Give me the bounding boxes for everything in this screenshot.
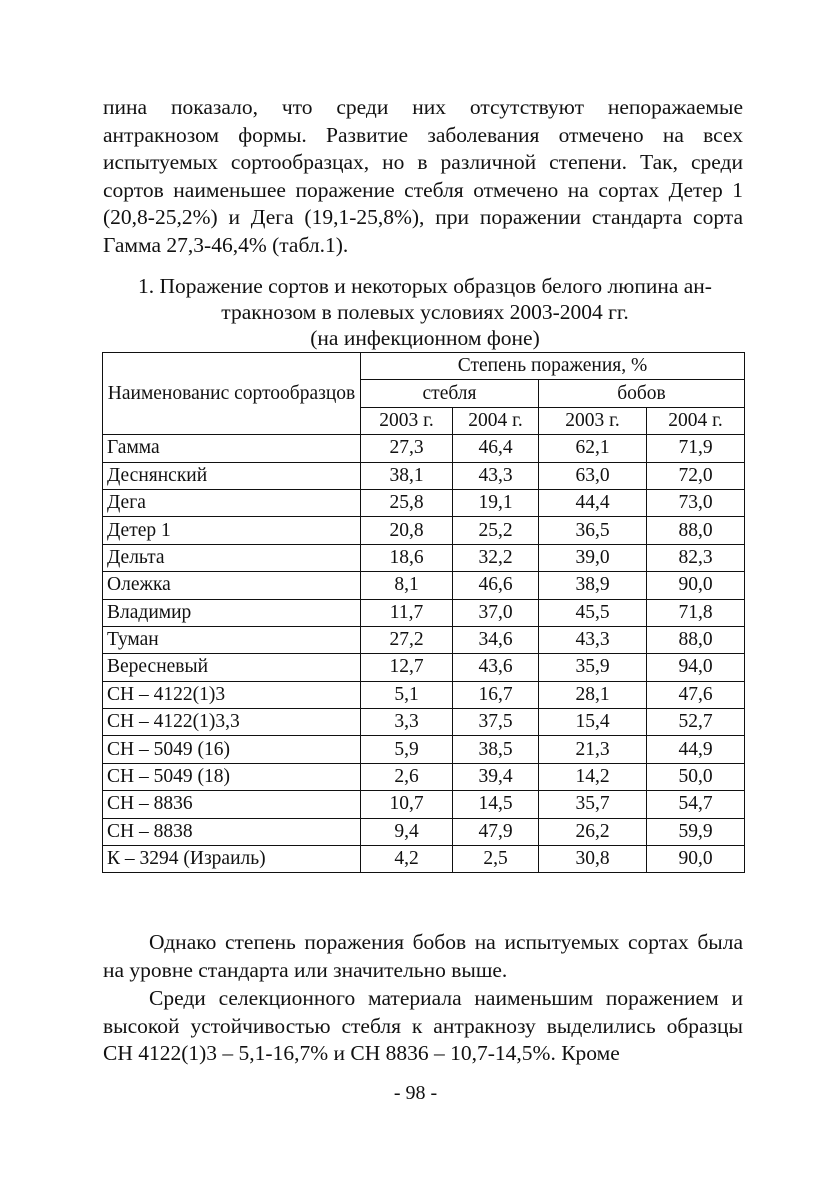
lesion-value: 38,5 <box>453 736 539 763</box>
lesion-value: 15,4 <box>539 709 647 736</box>
lesion-value: 35,9 <box>539 654 647 681</box>
variety-name: Гамма <box>103 435 361 462</box>
lesion-value: 39,0 <box>539 544 647 571</box>
lesion-value: 44,4 <box>539 489 647 516</box>
lesion-value: 32,2 <box>453 544 539 571</box>
lesion-value: 37,0 <box>453 599 539 626</box>
lesion-value: 12,7 <box>361 654 453 681</box>
table-row <box>103 517 745 544</box>
intro-paragraph: пина показало, что среди них отсутствуют непоражаемые антракнозом формы. Развитие заболевания отмечено на всех испытуемых сортообразцах, но в различной степени. Так, среди сортов наименьшее поражение стебля отмечено на сортах Детер 1 (20,8-25,2%) и Дега (19,1-25,8%), при поражении стандарта сорта Гамма 27,3-46,4% (табл.1). <box>103 95 743 257</box>
table-row <box>103 681 745 708</box>
header-degree: Степень поражения, % <box>361 353 745 380</box>
lesion-value: 43,6 <box>453 654 539 681</box>
lesion-value: 18,6 <box>361 544 453 571</box>
variety-name: Деснянский <box>103 462 361 489</box>
lesion-value: 30,8 <box>539 846 647 873</box>
lesion-value: 5,9 <box>361 736 453 763</box>
variety-name: К – 3294 (Израиль) <box>103 846 361 873</box>
variety-name: Детер 1 <box>103 517 361 544</box>
lesion-value: 19,1 <box>453 489 539 516</box>
table-row <box>103 489 745 516</box>
lesion-value: 46,4 <box>453 435 539 462</box>
lesion-value: 36,5 <box>539 517 647 544</box>
variety-name: Дега <box>103 489 361 516</box>
variety-name: Вересневый <box>103 654 361 681</box>
header-year: 2003 г. <box>539 407 647 434</box>
header-beans: бобов <box>539 380 745 407</box>
lesion-value: 71,9 <box>647 435 745 462</box>
page-number: - 98 - <box>393 1082 438 1104</box>
lesion-value: 94,0 <box>647 654 745 681</box>
lesion-value: 73,0 <box>647 489 745 516</box>
lesion-value: 82,3 <box>647 544 745 571</box>
header-year: 2004 г. <box>453 407 539 434</box>
lesion-value: 14,2 <box>539 763 647 790</box>
lesion-value: 16,7 <box>453 681 539 708</box>
table-row <box>103 818 745 845</box>
lesion-value: 47,9 <box>453 818 539 845</box>
table-row <box>103 654 745 681</box>
lesion-value: 90,0 <box>647 572 745 599</box>
lesion-value: 38,9 <box>539 572 647 599</box>
variety-name: СН – 4122(1)3,3 <box>103 709 361 736</box>
lesion-value: 46,6 <box>453 572 539 599</box>
lesion-value: 37,5 <box>453 709 539 736</box>
lesion-value: 11,7 <box>361 599 453 626</box>
lesion-value: 2,5 <box>453 846 539 873</box>
variety-name: Олежка <box>103 572 361 599</box>
lesion-value: 72,0 <box>647 462 745 489</box>
lesion-value: 34,6 <box>453 626 539 653</box>
lesion-value: 63,0 <box>539 462 647 489</box>
lesion-value: 5,1 <box>361 681 453 708</box>
lesion-value: 27,2 <box>361 626 453 653</box>
table-row <box>103 736 745 763</box>
lesion-value: 25,8 <box>361 489 453 516</box>
lesion-value: 50,0 <box>647 763 745 790</box>
lesion-value: 90,0 <box>647 846 745 873</box>
table-row <box>103 544 745 571</box>
lesion-value: 3,3 <box>361 709 453 736</box>
header-name-column: Наименованис сортообразцов <box>103 353 361 435</box>
table-row <box>103 462 745 489</box>
lesion-value: 4,2 <box>361 846 453 873</box>
lesion-value: 8,1 <box>361 572 453 599</box>
table-row <box>103 846 745 873</box>
table-row <box>103 626 745 653</box>
variety-name: Туман <box>103 626 361 653</box>
variety-name: Дельта <box>103 544 361 571</box>
lesion-value: 26,2 <box>539 818 647 845</box>
lesion-value: 88,0 <box>647 517 745 544</box>
paragraph-3: Среди селекционного материала наименьшим поражением и высокой устойчивостью стебля к антракнозу выделились образцы СН 4122(1)3 – 5,1-16,7% и СН 8836 – 10,7-14,5%. Кроме <box>103 986 743 1065</box>
lesion-table <box>102 352 745 873</box>
variety-name: СН – 8836 <box>103 791 361 818</box>
lesion-value: 43,3 <box>539 626 647 653</box>
lesion-value: 59,9 <box>647 818 745 845</box>
header-stem: стебля <box>361 380 539 407</box>
table-row <box>103 599 745 626</box>
lesion-value: 45,5 <box>539 599 647 626</box>
table-row <box>103 791 745 818</box>
lesion-value: 52,7 <box>647 709 745 736</box>
lesion-value: 47,6 <box>647 681 745 708</box>
lesion-value: 38,1 <box>361 462 453 489</box>
lesion-value: 20,8 <box>361 517 453 544</box>
lesion-value: 21,3 <box>539 736 647 763</box>
caption-line-2: тракнозом в полевых условиях 2003-2004 гг. <box>221 300 629 324</box>
caption-line-1: 1. Поражение сортов и некоторых образцов белого люпина ан- <box>138 274 712 298</box>
table-row <box>103 709 745 736</box>
header-year: 2003 г. <box>361 407 453 434</box>
variety-name: СН – 5049 (16) <box>103 736 361 763</box>
header-year: 2004 г. <box>647 407 745 434</box>
variety-name: СН – 8838 <box>103 818 361 845</box>
variety-name: СН – 5049 (18) <box>103 763 361 790</box>
lesion-value: 35,7 <box>539 791 647 818</box>
lesion-value: 44,9 <box>647 736 745 763</box>
lesion-value: 27,3 <box>361 435 453 462</box>
lesion-value: 2,6 <box>361 763 453 790</box>
lesion-value: 62,1 <box>539 435 647 462</box>
variety-name: Владимир <box>103 599 361 626</box>
lesion-value: 28,1 <box>539 681 647 708</box>
table-row <box>103 763 745 790</box>
lesion-value: 14,5 <box>453 791 539 818</box>
lesion-value: 39,4 <box>453 763 539 790</box>
lesion-value: 43,3 <box>453 462 539 489</box>
lesion-value: 88,0 <box>647 626 745 653</box>
variety-name: СН – 4122(1)3 <box>103 681 361 708</box>
lesion-value: 54,7 <box>647 791 745 818</box>
table-caption <box>100 273 750 351</box>
lesion-value: 10,7 <box>361 791 453 818</box>
table-row <box>103 435 745 462</box>
lesion-value: 71,8 <box>647 599 745 626</box>
paragraph-2: Однако степень поражения бобов на испытуемых сортах была на уровне стандарта или значительно выше. <box>103 930 743 982</box>
lesion-value: 9,4 <box>361 818 453 845</box>
table-row <box>103 572 745 599</box>
caption-line-3: (на инфекционном фоне) <box>310 326 540 350</box>
lesion-value: 25,2 <box>453 517 539 544</box>
